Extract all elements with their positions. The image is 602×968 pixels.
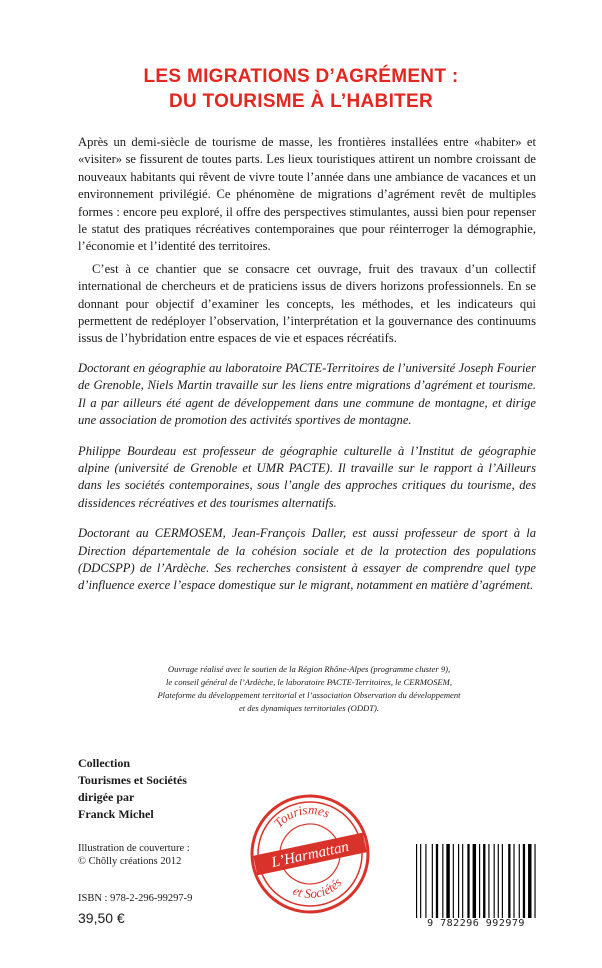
author-bio-martin: Doctorant en géographie au laboratoire PACTE-Territoires de l’université Joseph Fourier de Grenoble, Niels Martin travaille sur les liens entre migrations d’agrément et tourisme. Il a par ailleurs été agent de développement dans une commune de montagne, et dirige une association de promotion des activités sportives de montagne. xyxy=(78,360,536,428)
barcode-bar xyxy=(432,844,433,920)
barcode-number: 9 782296 992979 xyxy=(414,918,538,929)
barcode-bar xyxy=(519,844,520,920)
support-line-4: et des dynamiques territoriales (ODDT). xyxy=(238,703,380,713)
barcode-bar xyxy=(436,844,438,920)
barcode-bar xyxy=(488,844,489,920)
back-cover-text xyxy=(78,134,536,608)
support-line-2: le conseil général de l’Ardèche, le laboratoire PACTE-Territoires, le CERMOSEM, xyxy=(166,677,452,687)
barcode-bar xyxy=(462,844,463,920)
support-line-3: Plateforme du développement territorial et l’association Observation du développement xyxy=(157,690,461,700)
barcode-bar xyxy=(442,844,443,920)
barcode-bar xyxy=(513,844,514,920)
stamp-top-text: Tourismes xyxy=(270,801,333,831)
collection-label: Collection xyxy=(78,756,130,770)
barcode-bar xyxy=(453,844,454,920)
stamp-bottom-text: et Sociétés xyxy=(290,874,345,902)
collection-directed-by: dirigée par xyxy=(78,790,135,804)
author-bio-daller: Doctorant au CERMOSEM, Jean-François Daller, est aussi professeur de sport à la Direction départementale de la cohésion sociale et de la protection des populations (DDCSPP) de l’Ardèche. Ses recherches consistent à essayer de comprendre quel type d’influence exerce l’espace domestique sur le migrant, notamment en matière d’agrément. xyxy=(78,526,536,593)
publisher-stamp-logo xyxy=(248,792,372,916)
barcode-bar xyxy=(498,844,499,920)
support-line-1: Ouvrage réalisé avec le soutien de la Région Rhône-Alpes (programme cluster 9), xyxy=(167,664,451,674)
cover-credit-label: Illustration de couverture : xyxy=(78,843,190,854)
barcode-bar xyxy=(508,844,510,920)
barcode-bar xyxy=(446,844,449,920)
barcode-bar xyxy=(425,844,426,920)
barcode-bar xyxy=(467,844,469,920)
barcode-bar xyxy=(420,844,421,926)
barcode-bar xyxy=(528,844,531,920)
stamp-middle-text: L’Harmattan xyxy=(270,838,351,871)
barcode-bar xyxy=(416,844,417,926)
barcode-bar xyxy=(473,844,476,920)
isbn: ISBN : 978-2-296-99297-9 xyxy=(78,893,193,904)
collection-name: Tourismes et Sociétés xyxy=(78,773,187,787)
barcode-bar xyxy=(483,844,485,920)
title-line-2: DU TOURISME À L’HABITER xyxy=(168,91,434,112)
barcode-bar xyxy=(523,844,525,920)
intro-paragraph-2: C’est à ce chantier que se consacre cet ouvrage, fruit des travaux d’un collectif international de chercheurs et de praticiens issus de divers horizons professionnels. En se donnant pour objectif d’examiner les concepts, les méthodes, et les indicateurs qui permettent de redéployer l’observation, l’interprétation et la gouvernance des continuums issus de l’hybridation entre espaces de vie et espaces récréatifs. xyxy=(78,261,536,346)
intro-paragraph-1: Après un demi-siècle de tourisme de masse, les frontières installées entre «habiter» et «visiter» se fissurent de toutes parts. Les lieux touristiques attirent un nombre croissant de nouveaux habitants qui rêvent de vivre toute l’année dans une ambiance de vacances et un environnement privilégié. Ce phénomène de migrations d’agrément revêt de multiples formes : encore peu exploré, il offre des perspectives stimulantes, aussi bien pour repenser le statut des pratiques récréatives contemporaines que pour réinterroger la démographie, l’économie et l’identité des territoires. xyxy=(78,135,536,254)
barcode-bar xyxy=(479,844,480,920)
barcode-bar xyxy=(534,844,535,920)
support-notice xyxy=(96,663,522,715)
barcode-bar xyxy=(494,844,495,920)
barcode-bar xyxy=(458,844,459,920)
price: 39,50 € xyxy=(78,910,125,926)
title-line-1: LES MIGRATIONS D’AGRÉMENT : xyxy=(143,66,459,87)
book-title xyxy=(0,64,602,114)
collection-director: Franck Michel xyxy=(78,807,154,821)
barcode-bar xyxy=(502,844,503,920)
cover-credit-name: © Chôlly créations 2012 xyxy=(78,856,182,867)
author-bio-bourdeau: Philippe Bourdeau est professeur de géographie culturelle à l’Institut de géographie alpine (université de Grenoble et UMR PACTE). Il travaille sur le rapport à l’Ailleurs dans les sociétés contemporaines, sous l’angle des approches critiques du tourisme, des dissidences récréatives et des tourismes alternatifs. xyxy=(78,443,536,510)
